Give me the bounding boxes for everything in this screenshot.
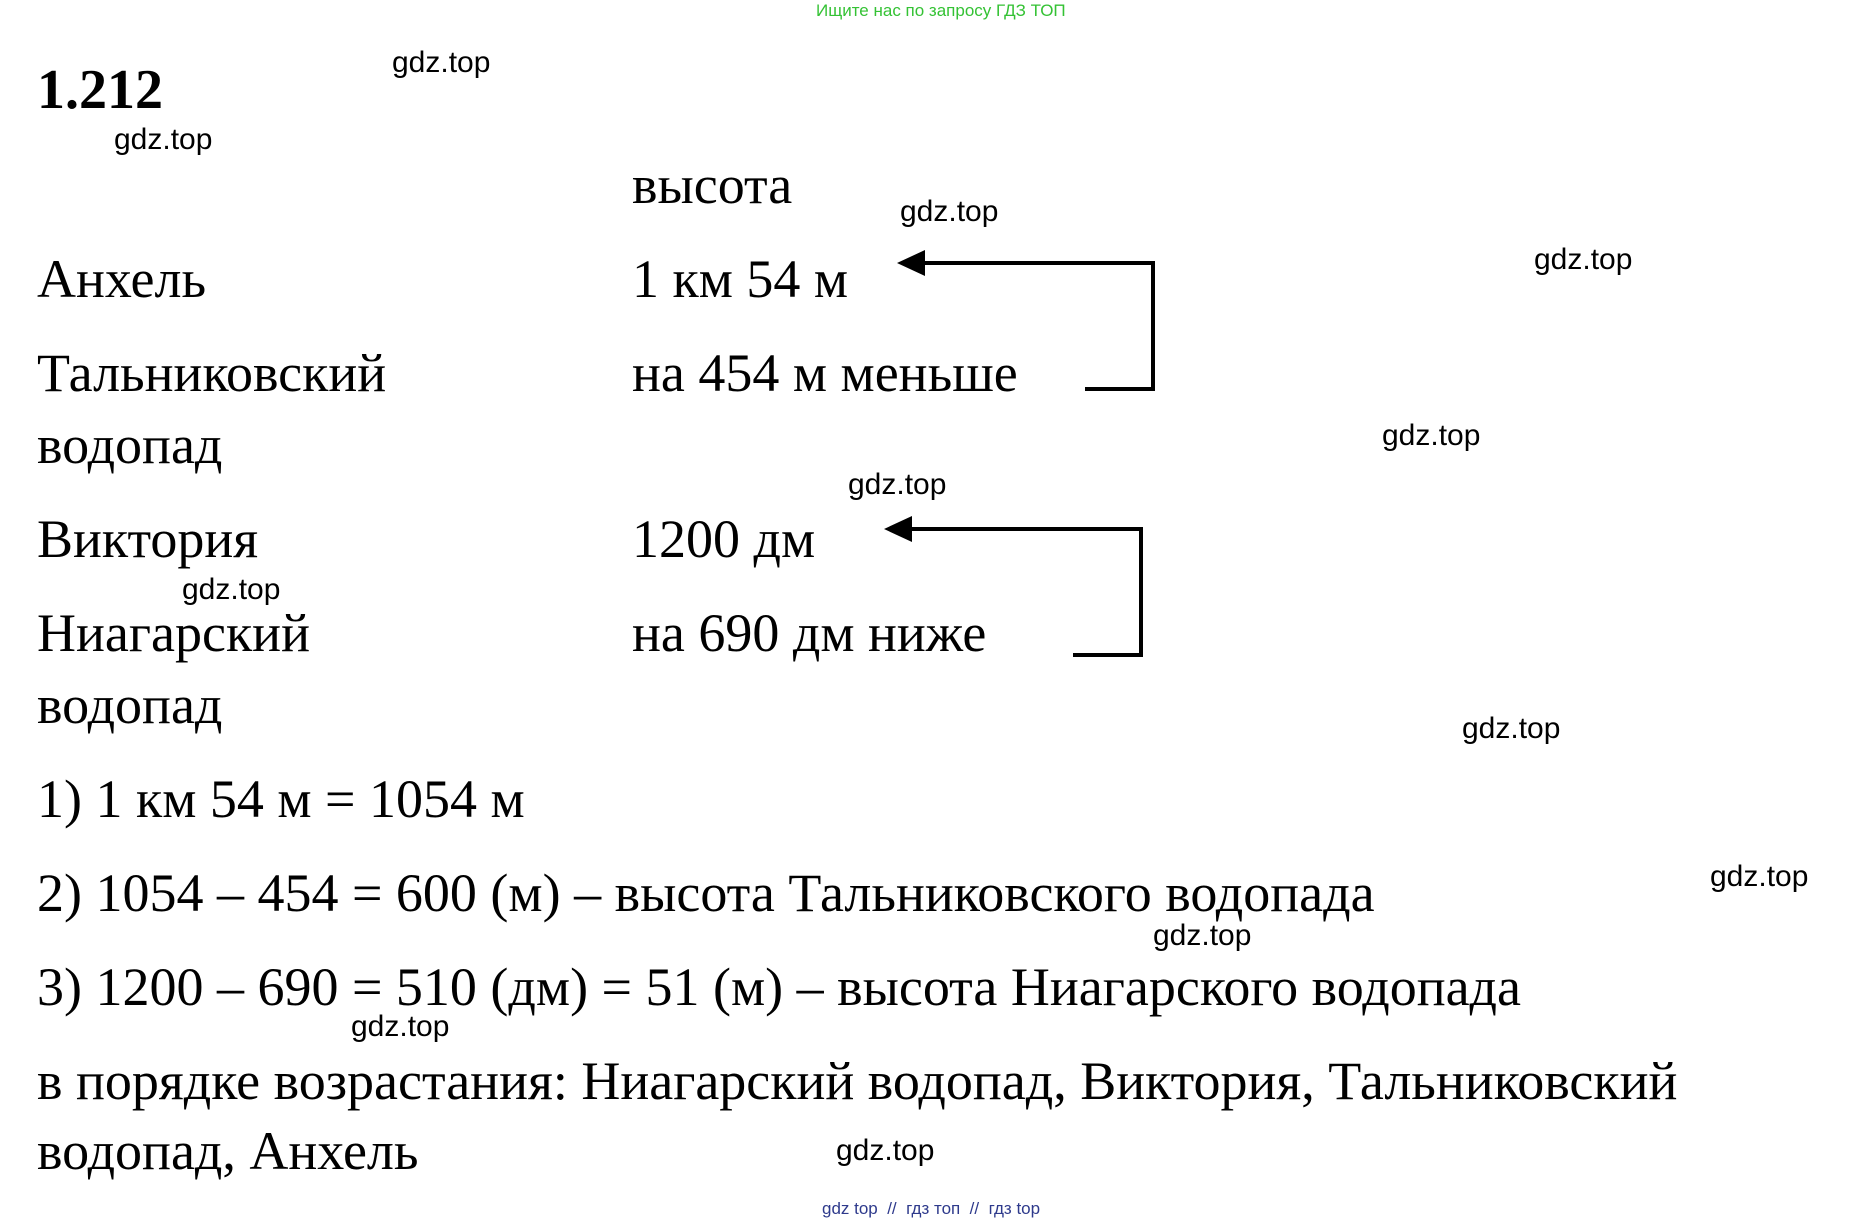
- watermark: gdz.top: [392, 46, 491, 79]
- row-niagara-name-line1: Ниагарский: [37, 603, 310, 663]
- watermark: gdz.top: [1153, 919, 1252, 952]
- row-victoria-value: 1200 дм: [632, 509, 816, 569]
- arrow-talnikovsky-to-angel: [915, 263, 1153, 389]
- answer-line-2: водопад, Анхель: [37, 1121, 419, 1181]
- row-talnikovsky-name-line2: водопад: [37, 415, 223, 475]
- footer-links: gdz top // гдз топ // гдз top: [822, 1199, 1041, 1218]
- solution-step-1: 1) 1 км 54 м = 1054 м: [37, 769, 525, 829]
- row-angel-name: Анхель: [37, 249, 207, 309]
- watermark: gdz.top: [1382, 419, 1481, 452]
- watermark: gdz.top: [1710, 860, 1809, 893]
- row-talnikovsky-value: на 454 м меньше: [632, 343, 1018, 403]
- height-column-header: высота: [632, 155, 793, 215]
- watermark: gdz.top: [900, 195, 999, 228]
- row-niagara-value: на 690 дм ниже: [632, 603, 987, 663]
- arrow-niagara-to-victoria: [902, 529, 1141, 655]
- solution-step-2: 2) 1054 – 454 = 600 (м) – высота Тальниковского водопада: [37, 863, 1375, 923]
- watermark: gdz.top: [351, 1010, 450, 1043]
- row-angel-value: 1 км 54 м: [632, 249, 849, 309]
- answer-line-1: в порядке возрастания: Ниагарский водопад, Виктория, Тальниковский: [37, 1051, 1678, 1111]
- row-talnikovsky-name-line1: Тальниковский: [37, 343, 387, 403]
- arrowhead-victoria: [884, 516, 912, 542]
- watermark: gdz.top: [114, 123, 213, 156]
- row-niagara-name-line2: водопад: [37, 675, 223, 735]
- watermark: gdz.top: [1462, 712, 1561, 745]
- row-victoria-name: Виктория: [37, 509, 259, 569]
- watermark: gdz.top: [836, 1134, 935, 1167]
- watermark: gdz.top: [182, 573, 281, 606]
- watermark: gdz.top: [848, 468, 947, 501]
- arrowhead-angel: [897, 250, 925, 276]
- task-number: 1.212: [37, 59, 163, 121]
- top-banner: Ищите нас по запросу ГДЗ ТОП: [816, 1, 1066, 20]
- watermark: gdz.top: [1534, 243, 1633, 276]
- solution-step-3: 3) 1200 – 690 = 510 (дм) = 51 (м) – высота Ниагарского водопада: [37, 957, 1521, 1017]
